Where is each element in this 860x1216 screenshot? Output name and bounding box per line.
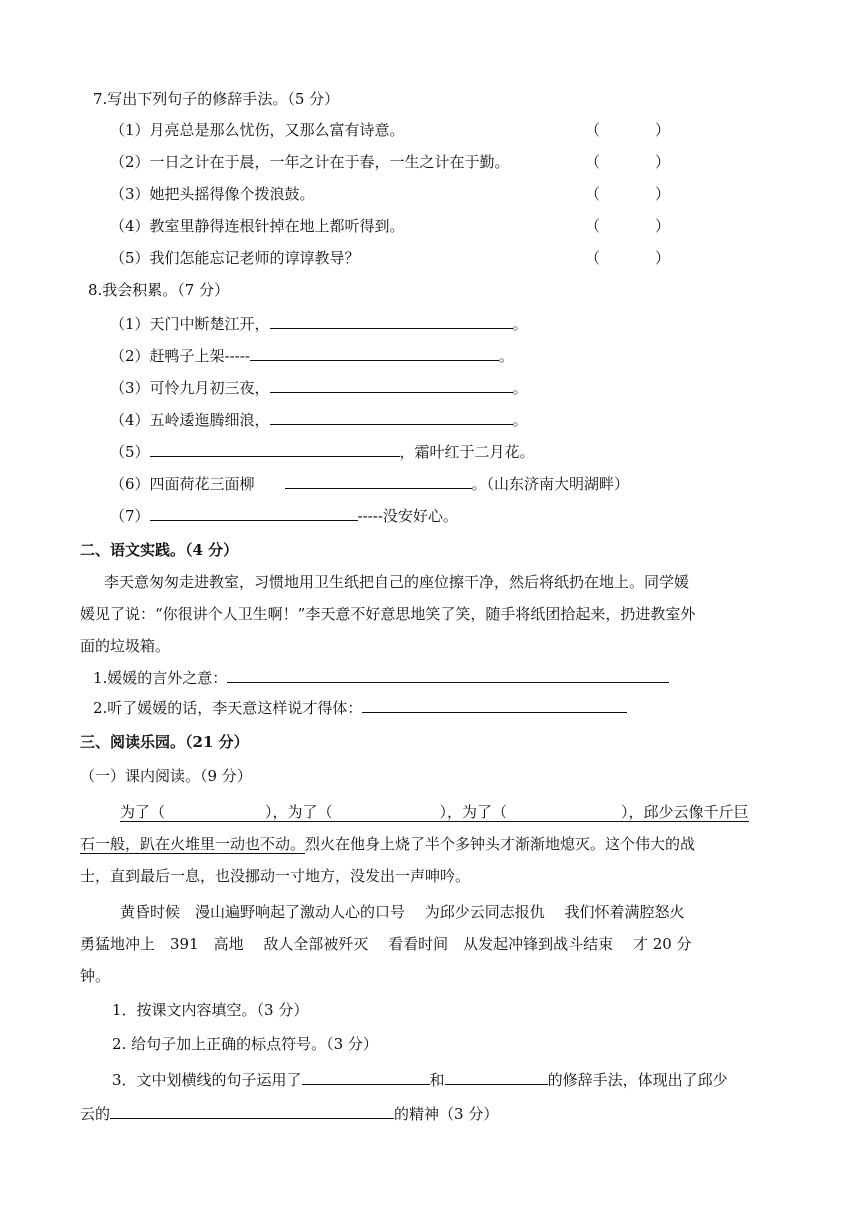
q7-item-3: （3）她把头摇得像个拨浪鼓。 <box>110 185 315 203</box>
q8-item-7 <box>110 504 458 526</box>
q8-item-3-blank[interactable] <box>270 376 513 393</box>
q8-item-3-end: 。 <box>512 379 528 397</box>
section-2-question-1-text: 1.媛媛的言外之意： <box>93 669 228 687</box>
task-3-text-c: 的修辞手法，体现出了邱少 <box>547 1071 728 1089</box>
passage-1-line-2 <box>80 834 695 854</box>
section-2-question-2 <box>93 696 627 718</box>
q8-item-6 <box>110 472 629 494</box>
section-2-answer-1-blank[interactable] <box>227 666 669 683</box>
q8-item-5 <box>110 440 535 462</box>
section-2-answer-2-blank[interactable] <box>362 696 627 713</box>
q8-item-4 <box>110 408 528 430</box>
q8-title: 8.我会积累。（7 分） <box>88 281 230 299</box>
q8-item-7-post: -----没安好心。 <box>357 507 458 525</box>
task-3-text-a: 3．文中划横线的句子运用了 <box>112 1071 302 1089</box>
q8-item-1-end: 。 <box>512 315 528 333</box>
q7-paren-open-1: （ <box>585 121 601 139</box>
q7-item-1: （1）月亮总是那么忧伤，又那么富有诗意。 <box>110 121 405 139</box>
passage-1-line-1 <box>120 802 749 822</box>
passage-2-line-2: 勇猛地冲上 391 高地 敌人全部被歼灭 看看时间 从发起冲锋到战斗结束 才 20 分 <box>80 935 692 953</box>
q7-item-2: （2）一日之计在于晨，一年之计在于春，一生之计在于勤。 <box>110 153 510 171</box>
q8-item-1 <box>110 312 528 334</box>
passage-1-fill-c-open: ），为了（ <box>439 803 508 821</box>
task-1: 1．按课文内容填空。（3 分） <box>112 1001 309 1019</box>
section-2-question-2-text: 2.听了媛媛的话，李天意这样说才得体： <box>93 699 363 717</box>
passage-1-line-3: 士，直到最后一息，也没挪动一寸地方，没发出一声呻吟。 <box>80 867 471 885</box>
q8-item-5-post: ，霜叶红于二月花。 <box>399 443 535 461</box>
q7-paren-close-4: ） <box>655 217 671 235</box>
q7-paren-close-5: ） <box>655 249 671 267</box>
q8-item-2-end: 。 <box>498 347 514 365</box>
passage-1-fill-b-open: ），为了（ <box>265 803 333 821</box>
task-3-line-2 <box>80 1102 498 1124</box>
q7-paren-open-3: （ <box>585 185 601 203</box>
q8-item-6-text: （6）四面荷花三面柳 <box>110 475 255 493</box>
q8-item-2-blank[interactable] <box>250 344 499 361</box>
q8-item-3-text: （3）可怜九月初三夜， <box>110 379 270 397</box>
task-3-text-b: 和 <box>429 1071 445 1089</box>
q8-item-2-text: （2）赶鸭子上架----- <box>110 347 250 365</box>
q8-item-1-text: （1）天门中断楚江开， <box>110 315 270 333</box>
passage-1-line-2-rest: 烈火在他身上烧了半个多钟头才渐渐地熄灭。这个伟大的战 <box>305 835 696 853</box>
q8-item-6-blank[interactable] <box>285 472 472 489</box>
task-2: 2. 给句子加上正确的标点符号。（3 分） <box>112 1035 378 1053</box>
q7-paren-close-1: ） <box>655 121 671 139</box>
q8-item-7-blank[interactable] <box>150 504 358 521</box>
q8-item-7-text: （7） <box>110 507 150 525</box>
q8-item-4-text: （4）五岭逶迤腾细浪， <box>110 411 270 429</box>
task-3-blank-1[interactable] <box>302 1068 430 1085</box>
section-2-paragraph-line-1: 李天意匆匆走进教室，习惯地用卫生纸把自己的座位擦干净，然后将纸扔在地上。同学媛 <box>104 573 690 591</box>
q8-item-4-end: 。 <box>512 411 528 429</box>
q7-paren-close-2: ） <box>655 153 671 171</box>
q7-item-5: （5）我们怎能忘记老师的谆谆教导？ <box>110 249 360 267</box>
passage-1-underlined-sentence: 石一般，趴在火堆里一动也不动。 <box>80 835 306 853</box>
passage-1-underlined-start <box>120 803 749 822</box>
q8-item-1-blank[interactable] <box>270 312 513 329</box>
section-2-paragraph-line-3: 面的垃圾箱。 <box>80 637 171 655</box>
q7-paren-open-4: （ <box>585 217 601 235</box>
q8-item-6-post: 。（山东济南大明湖畔） <box>471 475 630 493</box>
task-3-text-d: 云的 <box>80 1105 111 1123</box>
q8-item-3 <box>110 376 528 398</box>
task-3-blank-3[interactable] <box>110 1102 394 1119</box>
section-2-paragraph-line-2: 媛见了说：“你很讲个人卫生啊！”李天意不好意思地笑了笑，随手将纸团拾起来，扔进教室外 <box>80 605 696 623</box>
task-3-line-1 <box>112 1068 728 1090</box>
q7-paren-open-2: （ <box>585 153 601 171</box>
q7-item-4: （4）教室里静得连根针掉在地上都听得到。 <box>110 217 405 235</box>
passage-2-line-1: 黄昏时候 漫山遍野响起了激动人心的口号 为邱少云同志报仇 我们怀着满腔怒火 <box>120 903 685 921</box>
section-2-heading: 二、语文实践。（4 分） <box>80 541 239 559</box>
section-2-question-1 <box>93 666 669 688</box>
section-3-heading: 三、阅读乐园。（21 分） <box>80 733 249 751</box>
q8-item-4-blank[interactable] <box>270 408 513 425</box>
q7-paren-close-3: ） <box>655 185 671 203</box>
q7-paren-open-5: （ <box>585 249 601 267</box>
q8-item-5-text: （5） <box>110 443 150 461</box>
task-3-text-e: 的精神（3 分） <box>394 1105 499 1123</box>
passage-1-line-1-end: ），邱少云像千斤巨 <box>621 803 749 821</box>
section-3-sub-heading: （一）课内阅读。（9 分） <box>80 767 252 785</box>
task-3-blank-2[interactable] <box>445 1068 548 1085</box>
q7-title: 7.写出下列句子的修辞手法。（5 分） <box>93 90 340 108</box>
q8-item-2 <box>110 344 514 366</box>
passage-1-fill-a-open: 为了（ <box>120 803 166 821</box>
passage-2-line-3: 钟。 <box>80 967 111 985</box>
q8-item-5-blank[interactable] <box>150 440 400 457</box>
